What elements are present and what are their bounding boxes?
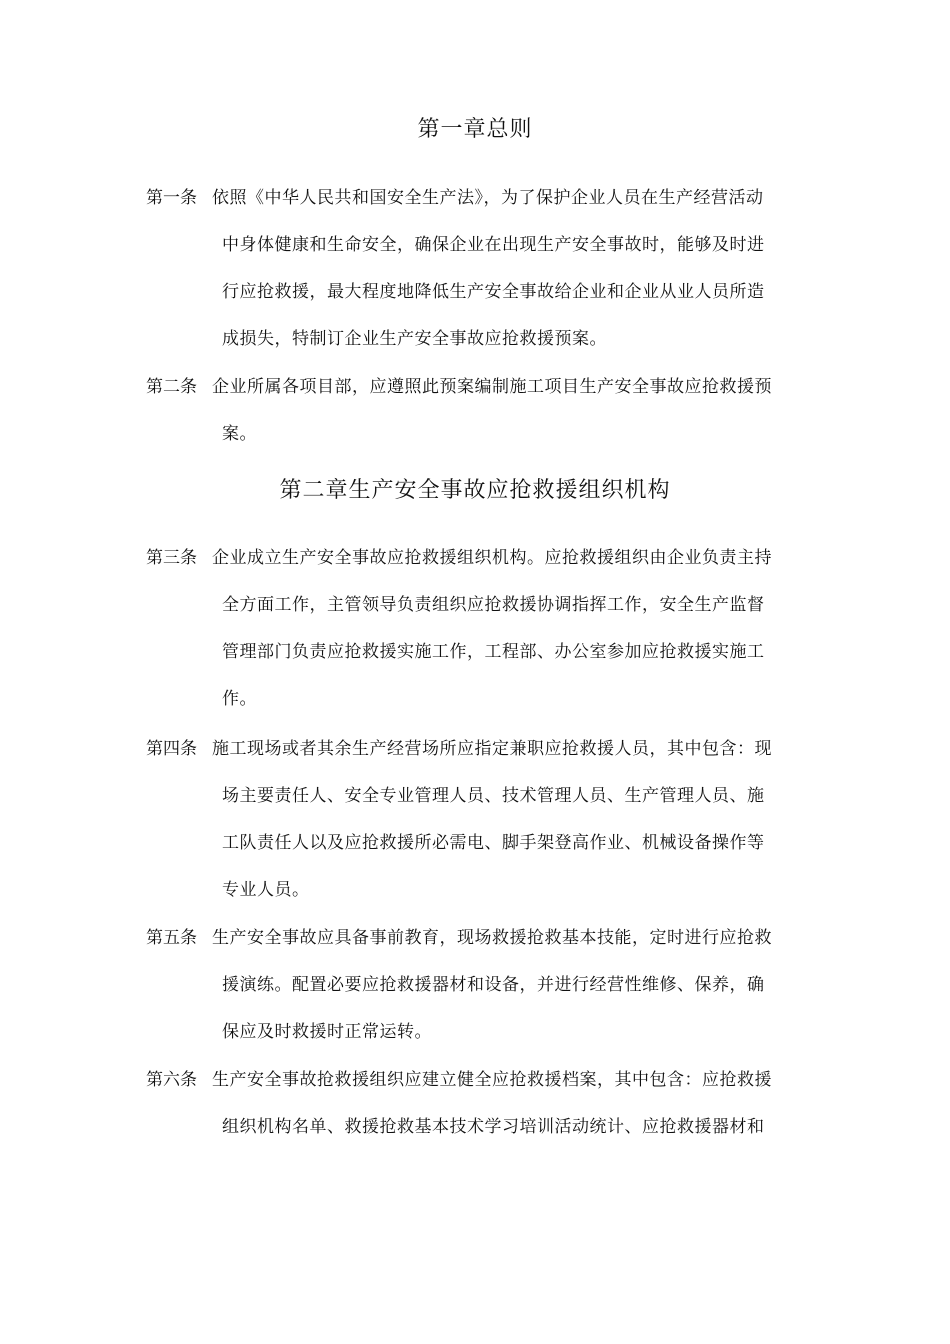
- article-6-label: 第六条: [146, 1070, 197, 1090]
- article-5-line-2: 援演练。配置必要应抢救援器材和设备，并进行经营性维修、保养，确: [222, 975, 765, 995]
- article-1-line-2: 中身体健康和生命安全，确保企业在出现生产安全事故时，能够及时进: [222, 235, 765, 255]
- article-2-line-2: 案。: [222, 424, 257, 444]
- article-5-line-3: 保应及时救援时正常运转。: [222, 1022, 432, 1042]
- article-3-line-4: 作。: [222, 689, 257, 709]
- article-5-line-1: 生产安全事故应具备事前教育，现场救援抢救基本技能，定时进行应抢救: [212, 928, 772, 948]
- article-3-line-3: 管理部门负责应抢救援实施工作，工程部、办公室参加应抢救援实施工: [222, 642, 765, 662]
- article-2-label: 第二条: [146, 377, 197, 397]
- article-1-line-1: 依照《中华人民共和国安全生产法》，为了保护企业人员在生产经营活动: [212, 188, 764, 208]
- article-1-label: 第一条: [146, 188, 197, 208]
- chapter-2-heading: 第二章生产安全事故应抢救援组织机构: [279, 478, 671, 503]
- article-4-line-3: 工队责任人以及应抢救援所必需电、脚手架登高作业、机械设备操作等: [222, 833, 765, 853]
- article-4-line-4: 专业人员。: [222, 880, 310, 900]
- article-1-line-4: 成损失，特制订企业生产安全事故应抢救援预案。: [222, 329, 607, 349]
- article-6-line-1: 生产安全事故抢救援组织应建立健全应抢救援档案，其中包含：应抢救援: [212, 1070, 772, 1090]
- article-5-label: 第五条: [146, 928, 197, 948]
- article-6-line-2: 组织机构名单、救援抢救基本技术学习培训活动统计、应抢救援器材和: [222, 1117, 765, 1137]
- article-4-label: 第四条: [146, 739, 197, 759]
- article-4-line-1: 施工现场或者其余生产经营场所应指定兼职应抢救援人员，其中包含：现: [212, 739, 772, 759]
- chapter-1-heading: 第一章总则: [417, 117, 533, 142]
- article-3-line-2: 全方面工作，主管领导负责组织应抢救援协调指挥工作，安全生产监督: [222, 595, 765, 615]
- article-3-line-1: 企业成立生产安全事故应抢救援组织机构。应抢救援组织由企业负责主持: [212, 548, 772, 568]
- article-4-line-2: 场主要责任人、安全专业管理人员、技术管理人员、生产管理人员、施: [222, 786, 765, 806]
- article-3-label: 第三条: [146, 548, 197, 568]
- article-2-line-1: 企业所属各项目部，应遵照此预案编制施工项目生产安全事故应抢救援预: [212, 377, 772, 397]
- article-1-line-3: 行应抢救援，最大程度地降低生产安全事故给企业和企业从业人员所造: [222, 282, 765, 302]
